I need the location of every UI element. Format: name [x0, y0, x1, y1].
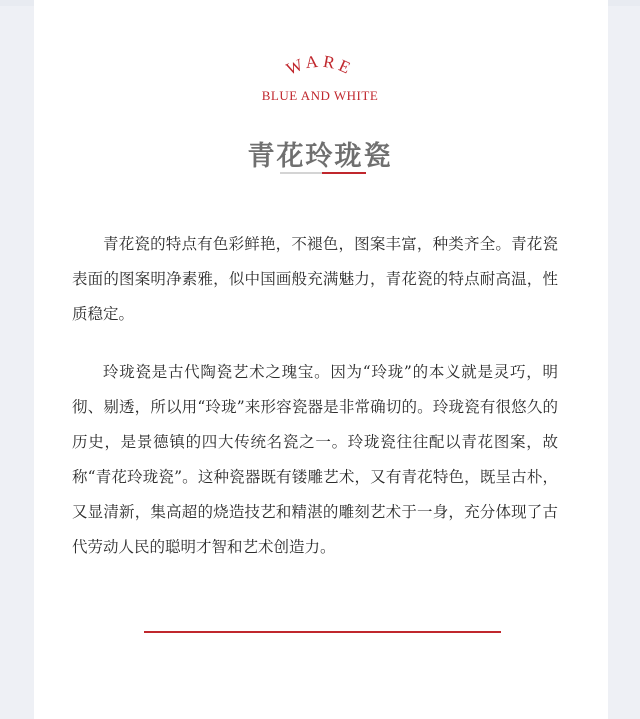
bottom-divider	[144, 631, 501, 633]
title-underline-gray	[280, 172, 322, 174]
ware-logo	[0, 50, 640, 86]
paragraph-qinghua: 青花瓷的特点有色彩鲜艳，不褪色，图案丰富，种类齐全。青花瓷表面的图案明净素雅，似中国画般充满魅力，青花瓷的特点耐高温，性质稳定。	[72, 235, 558, 323]
ware-logo-arc	[260, 50, 380, 86]
title-underline-red	[322, 172, 366, 174]
page-title: 青花玲珑瓷	[247, 141, 393, 172]
svg-text:WARE: WARE	[283, 51, 357, 80]
logo-subtitle: BLUE AND WHITE	[261, 88, 379, 103]
paragraph-linglong: 玲珑瓷是古代陶瓷艺术之瑰宝。因为“玲珑”的本义就是灵巧，明彻、剔透，所以用“玲珑”来形容瓷器是非常确切的。玲珑瓷有很悠久的历史，是景德镇的四大传统名瓷之一。玲珑瓷往往配以青花图案，故称“青花玲珑瓷”。这种瓷器既有镂雕艺术，又有青花特色，既呈古朴，又显清新，集高超的烧造技艺和精湛的雕刻艺术于一身，充分体现了古代劳动人民的聪明才智和艺术创造力。	[72, 363, 558, 556]
